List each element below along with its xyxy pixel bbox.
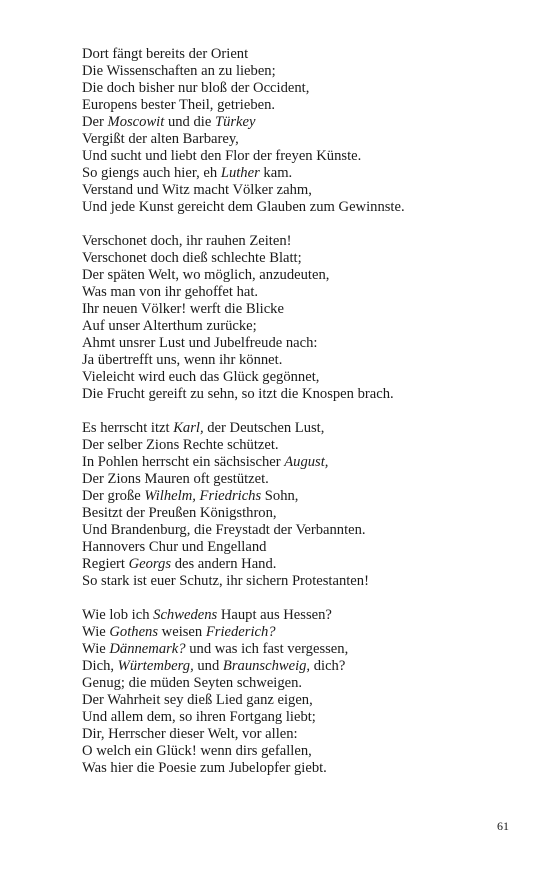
verse-line xyxy=(82,760,522,777)
italic-name: August, xyxy=(284,454,329,470)
verse-line xyxy=(82,165,522,182)
verse-line xyxy=(82,471,522,488)
line-text: Ja übertrefft uns, wenn ihr könnet. xyxy=(82,352,283,368)
italic-name: Friederich? xyxy=(205,624,276,640)
italic-name: Türkey xyxy=(214,114,256,130)
line-text: Und allem dem, so ihren Fortgang liebt; xyxy=(82,709,316,725)
line-text: Ihr neuen Völker! werft die Blicke xyxy=(82,301,284,317)
line-text: Der xyxy=(82,114,108,130)
line-text: Hannovers Chur und Engelland xyxy=(82,539,267,555)
verse-line xyxy=(82,301,522,318)
verse-line xyxy=(82,743,522,760)
line-text: weisen xyxy=(158,624,206,640)
line-text: Die doch bisher nur bloß der Occident, xyxy=(82,80,310,96)
stanza xyxy=(82,420,522,590)
italic-name: Gothens xyxy=(109,624,159,640)
line-text: Was hier die Poesie zum Jubelopfer giebt. xyxy=(82,760,327,776)
line-text: Besitzt der Preußen Königsthron, xyxy=(82,505,277,521)
line-text: der Deutschen Lust, xyxy=(203,420,325,436)
verse-line xyxy=(82,369,522,386)
line-text: Verschonet doch dieß schlechte Blatt; xyxy=(82,250,302,266)
line-text: Der große xyxy=(82,488,145,504)
verse-line xyxy=(82,556,522,573)
line-text: Ahmt unsrer Lust und Jubelfreude nach: xyxy=(82,335,318,351)
italic-name: Würtemberg, xyxy=(117,658,194,674)
verse-line xyxy=(82,675,522,692)
verse-line xyxy=(82,573,522,590)
verse-line xyxy=(82,726,522,743)
line-text: Verschonet doch, ihr rauhen Zeiten! xyxy=(82,233,292,249)
verse-line xyxy=(82,114,522,131)
verse-line xyxy=(82,182,522,199)
line-text: Dort fängt bereits der Orient xyxy=(82,46,249,62)
verse-line xyxy=(82,352,522,369)
verse-line xyxy=(82,131,522,148)
verse-line xyxy=(82,46,522,63)
line-text: In Pohlen herrscht ein sächsischer xyxy=(82,454,285,470)
italic-name: Luther xyxy=(220,165,260,181)
line-text: O welch ein Glück! wenn dirs gefallen, xyxy=(82,743,312,759)
verse-line xyxy=(82,624,522,641)
line-text: und was ich fast vergessen, xyxy=(185,641,349,657)
line-text: Der späten Welt, wo möglich, anzudeuten, xyxy=(82,267,330,283)
verse-line xyxy=(82,267,522,284)
line-text: Genug; die müden Seyten schweigen. xyxy=(82,675,303,691)
italic-name: Schwedens xyxy=(153,607,218,623)
verse-line xyxy=(82,505,522,522)
line-text: Wie xyxy=(82,641,110,657)
line-text: Der Zions Mauren oft gestützet. xyxy=(82,471,269,487)
line-text: Dir, Herrscher dieser Welt, vor allen: xyxy=(82,726,298,742)
verse-line xyxy=(82,454,522,471)
line-text: Und Brandenburg, die Freystadt der Verbannten. xyxy=(82,522,366,538)
verse-line xyxy=(82,607,522,624)
verse-line xyxy=(82,97,522,114)
line-text: Und jede Kunst gereicht dem Glauben zum Gewinnste. xyxy=(82,199,405,215)
verse-line xyxy=(82,63,522,80)
line-text: Regiert xyxy=(82,556,129,572)
verse-line xyxy=(82,335,522,352)
line-text: Wie xyxy=(82,624,110,640)
verse-line xyxy=(82,233,522,250)
line-text: Der Wahrheit sey dieß Lied ganz eigen, xyxy=(82,692,313,708)
verse-line xyxy=(82,318,522,335)
line-text: So stark ist euer Schutz, ihr sichern Protestanten! xyxy=(82,573,369,589)
verse-line xyxy=(82,709,522,726)
verse-line xyxy=(82,539,522,556)
verse-line xyxy=(82,641,522,658)
line-text: So giengs auch hier, eh xyxy=(82,165,221,181)
line-text: Die Frucht gereift zu sehn, so itzt die Knospen brach. xyxy=(82,386,394,402)
line-text: Und sucht und liebt den Flor der freyen Künste. xyxy=(82,148,362,164)
italic-name: Wilhelm, Friedrichs xyxy=(144,488,262,504)
line-text: Europens bester Theil, getrieben. xyxy=(82,97,276,113)
verse-line xyxy=(82,437,522,454)
italic-name: Georgs xyxy=(128,556,172,572)
line-text: Wie lob ich xyxy=(82,607,154,623)
line-text: des andern Hand. xyxy=(171,556,277,572)
line-text: Dich, xyxy=(82,658,118,674)
verse-line xyxy=(82,386,522,403)
line-text: Sohn, xyxy=(261,488,299,504)
italic-name: Moscowit xyxy=(107,114,165,130)
line-text: kam. xyxy=(259,165,293,181)
verse-line xyxy=(82,420,522,437)
poem-text xyxy=(82,46,522,794)
verse-line xyxy=(82,658,522,675)
verse-line xyxy=(82,80,522,97)
line-text: Was man von ihr gehoffet hat. xyxy=(82,284,259,300)
stanza xyxy=(82,233,522,403)
verse-line xyxy=(82,522,522,539)
verse-line xyxy=(82,199,522,216)
italic-name: Karl, xyxy=(173,420,204,436)
line-text: Auf unser Alterthum zurücke; xyxy=(82,318,257,334)
stanza xyxy=(82,607,522,777)
line-text: Der selber Zions Rechte schützet. xyxy=(82,437,279,453)
verse-line xyxy=(82,148,522,165)
line-text: Vieleicht wird euch das Glück gegönnet, xyxy=(82,369,320,385)
line-text: Vergißt der alten Barbarey, xyxy=(82,131,239,147)
verse-line xyxy=(82,250,522,267)
verse-line xyxy=(82,488,522,505)
line-text: Verstand und Witz macht Völker zahm, xyxy=(82,182,312,198)
line-text: Die Wissenschaften an zu lieben; xyxy=(82,63,276,79)
italic-name: Dännemark? xyxy=(109,641,186,657)
verse-line xyxy=(82,284,522,301)
line-text: Haupt aus Hessen? xyxy=(217,607,332,623)
page-number: 61 xyxy=(497,819,509,833)
verse-line xyxy=(82,692,522,709)
italic-name: Braunschweig, xyxy=(222,658,311,674)
line-text: dich? xyxy=(310,658,346,674)
line-text: und die xyxy=(164,114,215,130)
stanza xyxy=(82,46,522,216)
line-text: Es herrscht itzt xyxy=(82,420,174,436)
line-text: und xyxy=(193,658,223,674)
